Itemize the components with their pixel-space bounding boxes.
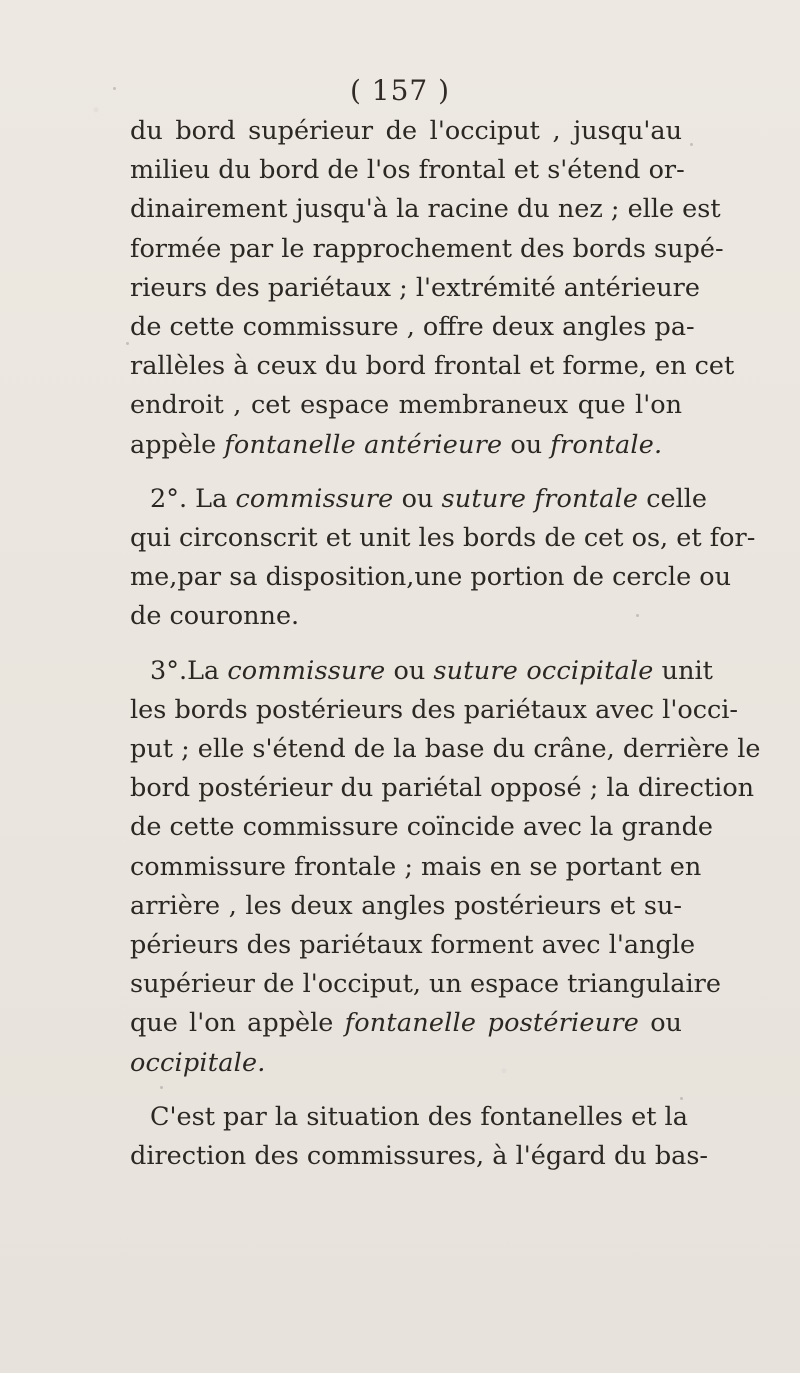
italic-term: commissure — [235, 483, 394, 514]
paper-speck — [680, 1097, 683, 1100]
text-line: arrière , les deux angles postérieurs et su- — [130, 890, 682, 921]
text-line: C'est par la situation des fontanelles et la — [150, 1101, 688, 1132]
text-line: du bord supérieur de l'occiput , jusqu'au — [130, 116, 682, 146]
text-line — [130, 1004, 682, 1043]
text-line — [130, 480, 708, 519]
text-line: endroit , cet espace membraneux que l'on — [130, 390, 682, 421]
text-line: de couronne. — [130, 601, 300, 632]
paper-speck — [160, 1086, 163, 1089]
text-line: milieu du bord de l'os frontal et s'étend or- — [130, 155, 685, 186]
text-line: commissure frontale ; mais en se portant en — [130, 851, 702, 882]
text-line: qui circonscrit et unit les bords de cet os, et for- — [130, 523, 756, 554]
text-run: ou — [502, 429, 551, 460]
text-line: formée par le rapprochement des bords supé- — [130, 233, 724, 264]
paper-speck — [126, 342, 129, 345]
paper-speck — [690, 143, 693, 146]
text-line: périeurs des pariétaux forment avec l'angle — [130, 930, 696, 961]
body-text — [130, 112, 761, 1176]
italic-term: fontanelle postérieure — [344, 1008, 639, 1039]
paper-speck — [113, 87, 116, 90]
italic-term: commissure — [227, 655, 386, 686]
text-run: ou — [639, 1008, 682, 1039]
text-line — [130, 1044, 682, 1083]
text-run: 2°. La — [150, 483, 236, 514]
paragraph-gap — [130, 465, 682, 480]
text-line — [130, 652, 713, 691]
italic-term: frontale. — [550, 429, 663, 460]
text-line: de cette commissure coïncide avec la grande — [130, 812, 713, 843]
italic-term: occipitale. — [130, 1047, 266, 1078]
text-line: rallèles à ceux du bord frontal et forme, en cet — [130, 351, 735, 382]
text-line: les bords postérieurs des pariétaux avec l'occi- — [130, 694, 739, 725]
text-line: dinairement jusqu'à la racine du nez ; elle est — [130, 194, 721, 225]
text-run: ou — [385, 655, 434, 686]
text-line: bord postérieur du pariétal opposé ; la direction — [130, 773, 755, 804]
text-line: me,par sa disposition,une portion de cercle ou — [130, 562, 732, 593]
text-run: celle — [638, 483, 708, 514]
paragraph-gap — [130, 637, 682, 652]
text-run: que l'on appèle — [130, 1008, 345, 1039]
text-run: unit — [653, 655, 713, 686]
text-line — [130, 426, 682, 465]
text-line: direction des commissures, à l'égard du bas- — [130, 1141, 709, 1172]
text-line: rieurs des pariétaux ; l'extrémité antérieure — [130, 272, 700, 303]
page-number: ( 157 ) — [349, 74, 451, 107]
paragraph-gap — [130, 1083, 682, 1098]
text-run: 3°.La — [150, 655, 228, 686]
text-run: appèle — [130, 429, 225, 460]
italic-term: suture occipitale — [433, 655, 654, 686]
italic-term: fontanelle antérieure — [224, 429, 503, 460]
italic-term: suture frontale — [441, 483, 639, 514]
text-line: de cette commissure , offre deux angles pa- — [130, 312, 695, 343]
text-run: ou — [393, 483, 442, 514]
paper-speck — [636, 614, 639, 617]
text-line: supérieur de l'occiput, un espace triangulaire — [130, 969, 721, 1000]
text-line: put ; elle s'étend de la base du crâne, derrière le — [130, 734, 761, 765]
